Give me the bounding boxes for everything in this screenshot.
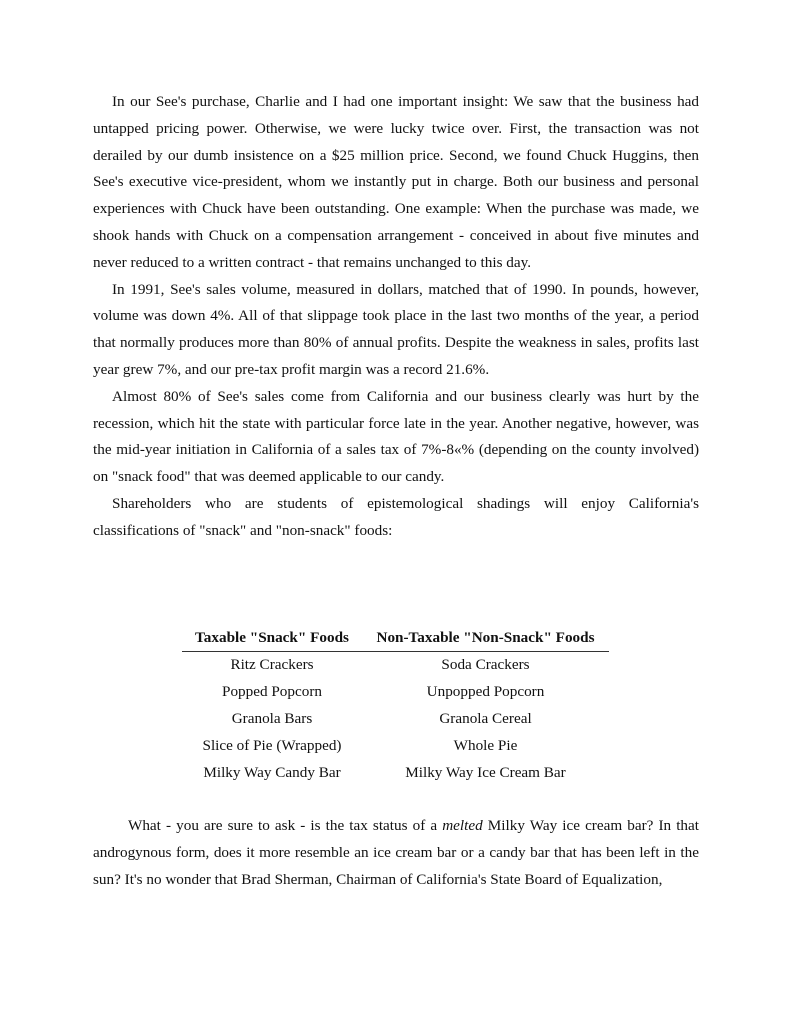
table-cell-taxable: Ritz Crackers — [230, 656, 314, 674]
table-cell-taxable: Popped Popcorn — [222, 683, 322, 701]
closing-italic-word: melted — [442, 817, 483, 834]
table-cell-non-taxable: Unpopped Popcorn — [426, 683, 545, 701]
table-row — [182, 732, 609, 759]
table-row — [182, 652, 609, 679]
paragraph-melted-milky-way — [93, 813, 699, 893]
table-cell-non-taxable: Milky Way Ice Cream Bar — [405, 763, 566, 781]
table-row — [182, 679, 609, 706]
header-taxable-snack-foods: Taxable "Snack" Foods — [182, 625, 362, 652]
body-text — [93, 89, 699, 545]
table-cell-taxable: Slice of Pie (Wrapped) — [202, 736, 342, 754]
paragraph-snack-classification-intro: Shareholders who are students of epistemological shadings will enjoy California's classifications of "snack" and "non-snack" foods: — [93, 494, 699, 539]
table-cell-taxable: Granola Bars — [231, 709, 313, 727]
header-non-taxable-foods: Non-Taxable "Non-Snack" Foods — [362, 625, 609, 652]
snack-food-table — [182, 625, 609, 786]
paragraph-california-sales: Almost 80% of See's sales come from California and our business clearly was hurt by the recession, which hit the state with particular force late in the year. Another negative, however, was the mid-year initiation in California of a sales tax of 7%-8«% (depending on the county involved) on "snack food" that was deemed applicable to our candy. — [93, 387, 699, 486]
paragraph-1991-sales: In 1991, See's sales volume, measured in dollars, matched that of 1990. In pounds, however, volume was down 4%. All of that slippage took place in the last two months of the year, a period that normally produces more than 80% of annual profits. Despite the weakness in sales, profits last year grew 7%, and our pre-tax profit margin was a record 21.6%. — [93, 280, 699, 378]
paragraph-sees-purchase: In our See's purchase, Charlie and I had one important insight: We saw that the business had untapped pricing power. Otherwise, we were lucky twice over. First, the transaction was not derailed by our dumb insistence on a $25 million price. Second, we found Chuck Huggins, then See's executive vice-president, whom we instantly put in charge. Both our business and personal experiences with Chuck have been outstanding. One example: When the purchase was made, we shook hands with Chuck on a compensation arrangement - conceived in about five minutes and never reduced to a written contract - that remains unchanged to this day. — [93, 93, 699, 271]
table-row — [182, 759, 609, 786]
table-cell-non-taxable: Whole Pie — [453, 736, 518, 754]
table-cell-taxable: Milky Way Candy Bar — [203, 763, 341, 781]
table-cell-non-taxable: Granola Cereal — [439, 709, 532, 727]
closing-text — [93, 813, 699, 893]
table-row — [182, 706, 609, 733]
closing-text-start: What - you are sure to ask - is the tax status of a — [128, 817, 443, 834]
table-header-row — [182, 625, 609, 652]
table-cell-non-taxable: Soda Crackers — [441, 656, 530, 674]
closing-text-end: Milky Way ice cream bar? In that androgynous form, does it more resemble an ice cream bar or a candy bar that has been left in the sun? It's no wonder that Brad Sherman, Chairman of California's State Board of Equalization, — [93, 817, 699, 888]
